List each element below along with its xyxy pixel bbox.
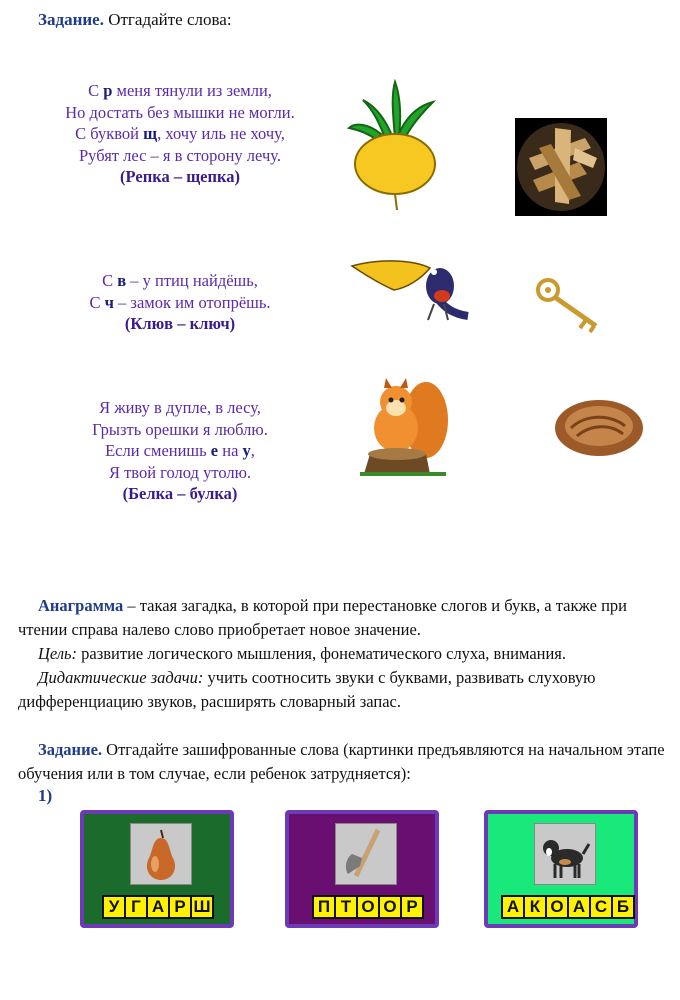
poem-text: С буквой (75, 124, 144, 143)
highlight-letter: в (117, 271, 127, 290)
letter-tile: Ш (193, 897, 211, 916)
anagram-definition (18, 594, 668, 642)
pear-icon (131, 824, 191, 884)
poem-text: С (102, 271, 118, 290)
letter-strip (312, 895, 424, 919)
turnip-image (345, 78, 445, 213)
tasks-label: Дидактические задачи: (38, 668, 204, 687)
letter-tile: О (380, 897, 400, 917)
poem-text: , хочу иль не хочу, (157, 124, 285, 143)
poem-line (30, 462, 330, 484)
riddle-answer: (Клюв – ключ) (124, 314, 236, 333)
poem-line (30, 397, 330, 419)
poem-text: , (250, 441, 255, 460)
poem-line (30, 123, 330, 145)
riddle-2 (30, 270, 330, 335)
letter-strip (102, 895, 214, 919)
letter-tile: Р (170, 897, 190, 917)
letter-tile: К (525, 897, 545, 917)
key-image (534, 276, 608, 334)
task2-paragraph (18, 738, 668, 786)
poem-line (30, 80, 330, 102)
letter-tile: А (148, 897, 168, 917)
letter-strip (501, 895, 635, 919)
poem-text: – замок им отопрёшь. (113, 292, 271, 312)
squirrel-image (356, 370, 452, 480)
poem-text: Я твой голод утолю. (108, 462, 252, 482)
tasks-text: учить соотносить звуки с буквами, развивать слуховую дифференциацию звуков, расширять словарный запас. (18, 668, 596, 711)
poem-text: С (88, 81, 104, 100)
poem-text: Рубят лес – я в сторону лечу. (79, 145, 281, 165)
anagram-card-2 (285, 810, 439, 928)
task2-label: Задание. (38, 740, 103, 759)
poem-line (30, 145, 330, 167)
letter-tile: П (314, 897, 334, 917)
poem-text: Но достать без мышки не могли. (65, 102, 295, 122)
riddle-answer: (Белка – булка) (122, 484, 238, 503)
bun-image (551, 394, 647, 460)
riddle-1 (30, 80, 330, 188)
letter-tile: О (358, 897, 378, 917)
wood-chips-image (515, 118, 607, 216)
tasks-line (18, 666, 668, 714)
poem-line (30, 419, 330, 441)
poem-line (30, 292, 330, 314)
poem-text: меня тянули из земли, (112, 81, 272, 100)
task2-text: Отгадайте зашифрованные слова (картинки предъявляются на начальном этапе обучения или в том случае, если ребенок затрудняется): (18, 740, 665, 783)
highlight-letter: щ (143, 124, 158, 143)
task1-label: Задание. (38, 10, 104, 29)
poem-line (30, 440, 330, 462)
anagram-term: Анаграмма (38, 596, 124, 615)
poem-text: Я живу в дупле, в лесу, (99, 398, 261, 417)
letter-tile: У (104, 897, 124, 917)
task1-text: Отгадайте слова: (103, 10, 232, 29)
letter-tile: Г (126, 897, 146, 917)
riddle-answer: (Репка – щепка) (120, 167, 240, 186)
letter-tile: Б (613, 897, 633, 917)
card-picture (130, 823, 192, 885)
riddle-3 (30, 397, 330, 505)
highlight-letter: у (242, 441, 251, 460)
letter-tile: Т (336, 897, 356, 917)
axe-icon (336, 824, 396, 884)
goal-line (18, 642, 668, 666)
letter-tile: А (503, 897, 523, 917)
poem-text: Если сменишь (105, 441, 211, 460)
highlight-letter: е (210, 441, 219, 460)
letter-tile: С (591, 897, 611, 917)
card-picture (534, 823, 596, 885)
anagram-card-3 (484, 810, 638, 928)
poem-text: С (89, 292, 105, 312)
letter-tile: О (547, 897, 567, 917)
goal-text: развитие логического мышления, фонематического слуха, внимания. (77, 644, 567, 663)
letter-tile: А (569, 897, 589, 917)
anagram-card-1 (80, 810, 234, 928)
poem-text: Грызть орешки я люблю. (92, 419, 268, 439)
poem-text: – у птиц найдёшь, (126, 271, 258, 290)
task1-heading (38, 10, 232, 30)
task2-number: 1) (38, 786, 53, 805)
card-picture (335, 823, 397, 885)
letter-tile: Р (402, 897, 422, 917)
toucan-image (350, 258, 472, 324)
poem-line (30, 270, 330, 292)
anagram-definition-text: – такая загадка, в которой при перестановке слогов и букв, а также при чтении справа налево слово приобретает новое значение. (18, 596, 628, 639)
poem-line (30, 102, 330, 124)
highlight-letter: р (103, 81, 113, 100)
goal-label: Цель: (38, 644, 78, 663)
poem-text: на (218, 441, 243, 460)
dog-icon (535, 824, 595, 884)
highlight-letter: ч (104, 292, 114, 312)
